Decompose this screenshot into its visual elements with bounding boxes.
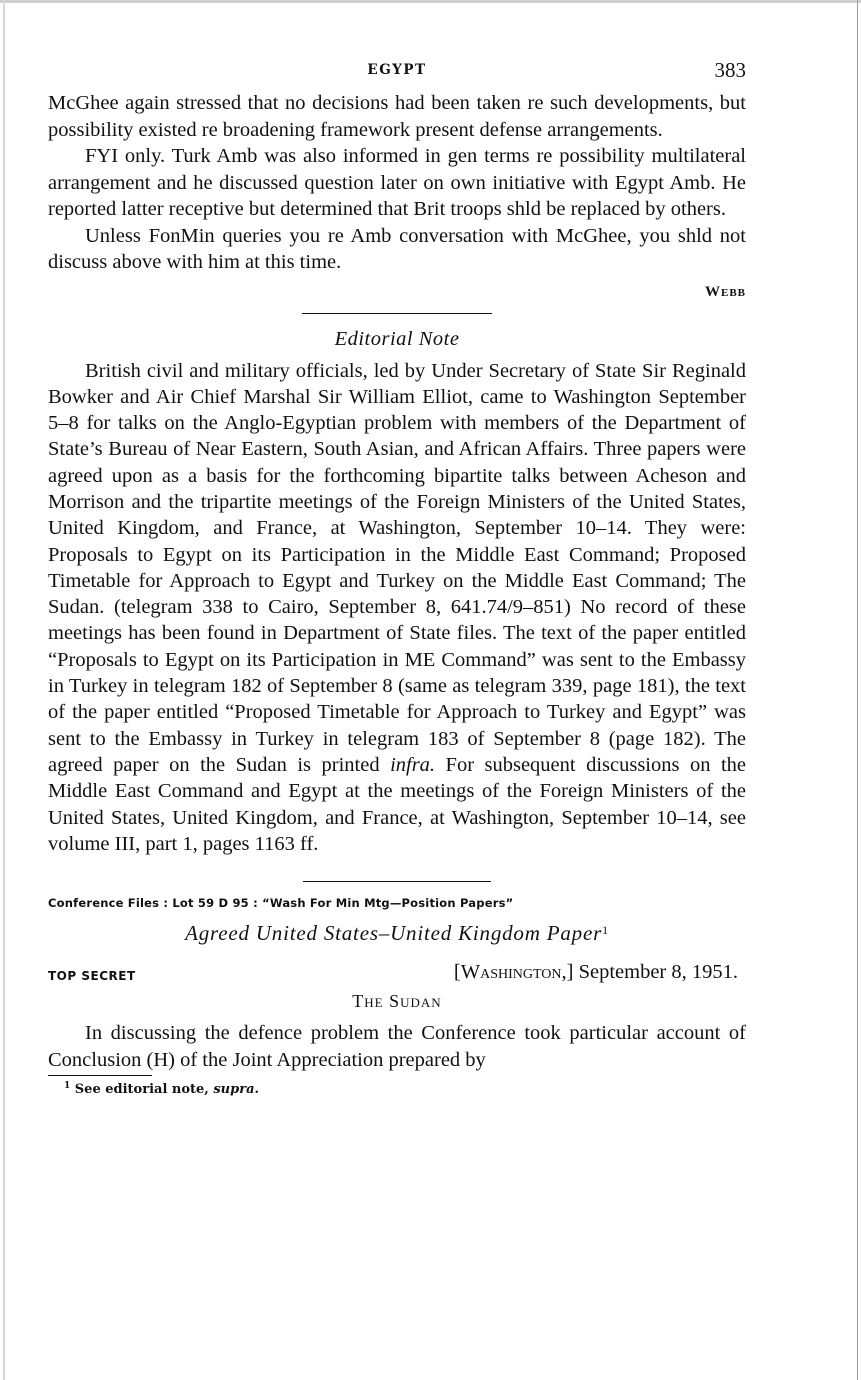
section-divider <box>303 881 491 882</box>
section-divider <box>302 313 492 314</box>
running-title: EGYPT <box>367 62 427 78</box>
telegram-body <box>48 90 746 276</box>
dateline-place: [Washington,] <box>453 961 574 984</box>
dateline-date: September 8, 1951. <box>578 961 738 984</box>
signature-name: Webb <box>704 283 746 300</box>
document-page <box>48 50 746 1097</box>
scan-edge-left <box>3 0 5 1380</box>
document-title-text: Agreed United States–United Kingdom Paper <box>185 921 603 946</box>
classification-label: TOP SECRET <box>48 969 136 984</box>
dateline <box>454 961 738 984</box>
running-head <box>48 50 746 90</box>
editorial-note-italic: infra. <box>390 753 436 776</box>
page-number: 383 <box>714 58 746 82</box>
telegram-paragraph: FYI only. Turk Amb was also informed in gen terms re possibility multilateral arrangement and he discussed question later on own initiative with Egypt Amb. He reported latter receptive but determined that Brit troops shld be replaced by others. <box>48 145 746 220</box>
editorial-note-heading: Editorial Note <box>334 327 460 350</box>
footnote-marker: 1 <box>64 1081 71 1092</box>
telegram-paragraph: Unless FonMin queries you re Amb conversation with McGhee, you shld not discuss above with him at this time. <box>48 224 746 273</box>
document-title <box>48 921 746 946</box>
footnote-text: See editorial note, <box>74 1082 209 1098</box>
editorial-note-paragraph <box>48 358 746 858</box>
editorial-note-body <box>48 358 746 858</box>
telegram-signature <box>48 284 746 301</box>
document-body <box>48 1020 746 1073</box>
footnote <box>48 1081 746 1097</box>
editorial-note-text: British civil and military officials, led by Under Secretary of State Sir Reginald Bowker and Air Chief Marshal Sir William Elliot, came to Washington September 5–8 for talks on the Anglo-Egyptian problem with members of the Department of State’s Bureau of Near Eastern, South Asian, and African Affairs. Three papers were agreed upon as a basis for the forthcoming bipartite talks between Acheson and Morrison and the tripartite meetings of the Foreign Ministers of the United States, United Kingdom, and France, at Washington, September 10–14. They were: Proposals to Egypt on its Participation in the Middle East Command; Proposed Timetable for Approach to Egypt and Turkey on the Middle East Command; The Sudan. (telegram 338 to Cairo, September 8, 641.74/9–851) No record of these meetings has been found in Department of State files. The text of the paper entitled “Proposals to Egypt on its Participation in ME Command” was sent to the Embassy in Turkey in telegram 182 of September 8 (same as telegram 339, page 181), the text of the paper entitled “Proposed Timetable for Approach to Turkey and Egypt” was sent to the Embassy in Turkey in telegram 183 of September 8 (page 182). The agreed paper on the Sudan is printed <box>48 359 746 776</box>
footnote-rule <box>48 1075 152 1076</box>
section-heading: The Sudan <box>352 991 442 1012</box>
telegram-paragraph: McGhee again stressed that no decisions had been taken re such developments, but possibility existed re broadening framework present defense arrangements. <box>48 92 746 141</box>
classification-line <box>48 957 746 991</box>
editorial-note-text-end: For subsequent discussions on the Middle East Command and Egypt at the meetings of the Foreign Ministers of the United States, United Kingdom, and France, at Washington, September 10–14, see volume III, part 1, pages 1163 ff. <box>48 753 746 855</box>
footnote-reference[interactable]: 1 <box>602 923 609 938</box>
scan-edge-right <box>857 0 858 1380</box>
document-paragraph: In discussing the defence problem the Conference took particular account of Conclusion (H) of the Joint Appreciation prepared by <box>48 1022 746 1071</box>
source-note: Conference Files : Lot 59 D 95 : “Wash For Min Mtg—Position Papers” <box>48 896 514 911</box>
footnote-italic: supra. <box>213 1082 260 1098</box>
scan-edge-top <box>0 0 861 3</box>
